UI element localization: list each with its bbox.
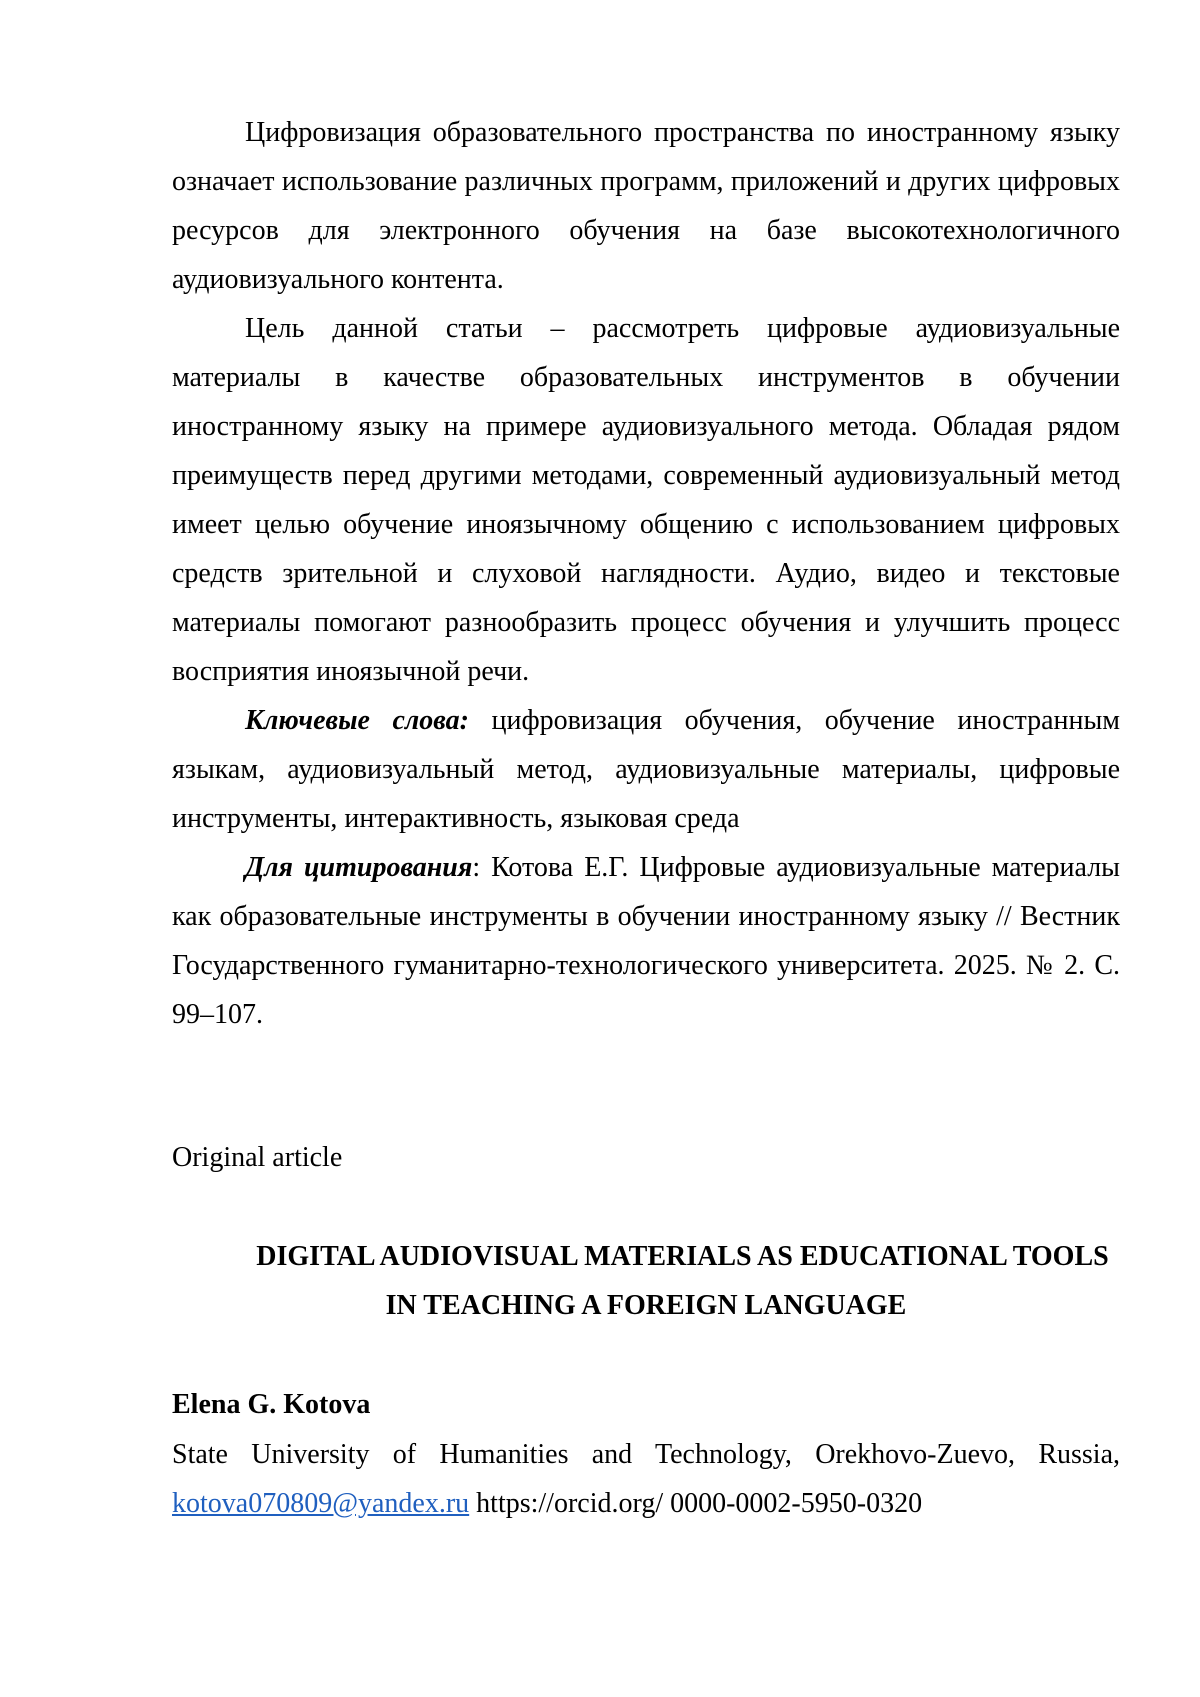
abstract-paragraph-2: Цель данной статьи – рассмотреть цифровые аудиовизуальные материалы в качестве образовательных инструментов в обучении иностранному языку на примере аудиовизуального метода. Обладая рядом преимуществ перед другими методами, современный аудиовизуальный метод имеет целью обучение иноязычному общению с использованием цифровых средств зрительной и слуховой наглядности. Аудио, видео и текстовые материалы помогают разнообразить процесс обучения и улучшить процесс восприятия иноязычной речи. [172, 304, 1120, 696]
document-page [0, 0, 1200, 1697]
affiliation-text: State University of Humanities and Technology, Orekhovo-Zuevo, Russia, [172, 1439, 1120, 1470]
author-name: Elena G. Kotova [172, 1380, 370, 1429]
citation-text: : Котова Е.Г. Цифровые аудиовизуальные материалы как образовательные инструменты в обучении иностранному языку // Вестник Государственного гуманитарно-технологического университета. 2025. № 2. С. 99–107. [172, 852, 1120, 1030]
english-title-line-2: IN TEACHING A FOREIGN LANGUAGE [172, 1281, 1120, 1330]
keywords-paragraph [172, 696, 1120, 843]
keywords-text: цифровизация обучения, обучение иностранным языкам, аудиовизуальный метод, аудиовизуальные материалы, цифровые инструменты, интерактивность, языковая среда [172, 705, 1120, 834]
orcid-text: https://orcid.org/ 0000-0002-5950-0320 [469, 1488, 922, 1519]
author-affiliation [172, 1430, 1120, 1528]
russian-abstract-block [172, 108, 1120, 1039]
abstract-paragraph-1: Цифровизация образовательного пространства по иностранному языку означает использование различных программ, приложений и других цифровых ресурсов для электронного обучения на базе высокотехнологичного аудиовизуального контента. [172, 108, 1120, 304]
keywords-label: Ключевые слова: [245, 705, 469, 736]
citation-label: Для цитирования [245, 852, 472, 883]
article-type-label: Original article [172, 1133, 342, 1182]
author-email-link[interactable]: kotova070809@yandex.ru [172, 1488, 469, 1519]
citation-paragraph [172, 843, 1120, 1039]
english-title [172, 1232, 1120, 1330]
english-title-line-1: DIGITAL AUDIOVISUAL MATERIALS AS EDUCATIONAL TOOLS [172, 1232, 1120, 1281]
